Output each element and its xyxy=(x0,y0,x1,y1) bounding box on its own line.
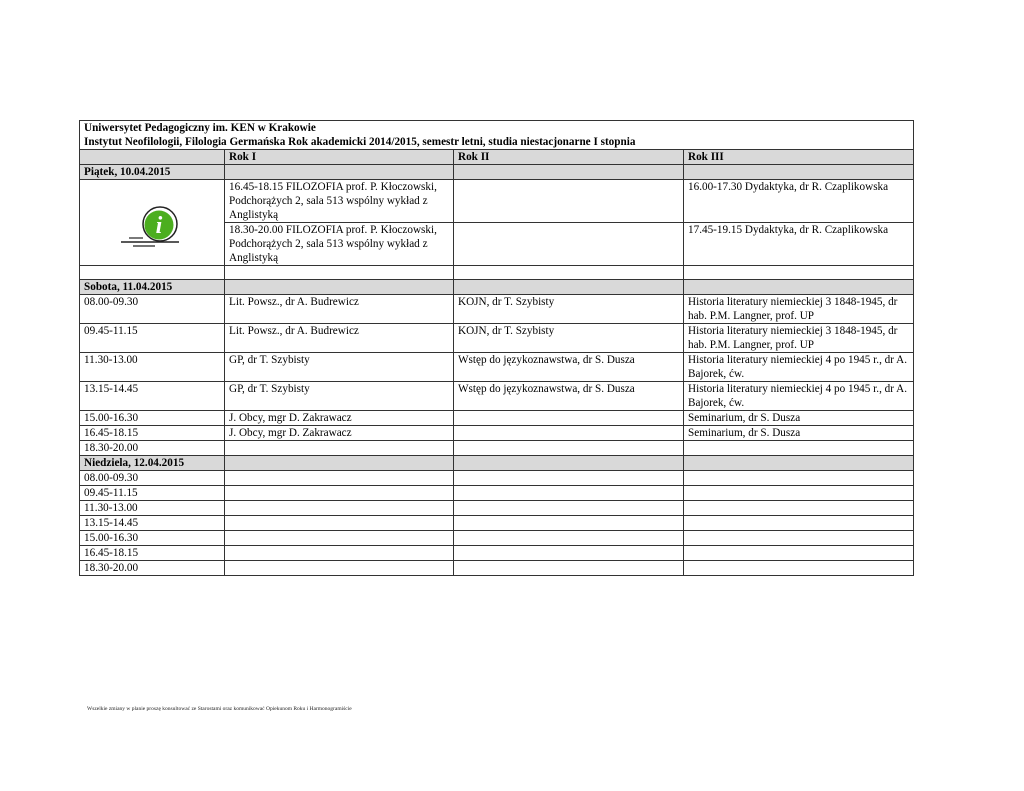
schedule-row xyxy=(80,471,914,486)
rok2-cell xyxy=(454,501,684,516)
rok2-cell xyxy=(454,180,684,223)
schedule-row xyxy=(80,501,914,516)
rok1-cell: Lit. Powsz., dr A. Budrewicz xyxy=(225,324,454,353)
rok1-cell: 18.30-20.00 FILOZOFIA prof. P. Kłoczowski, Podchorążych 2, sala 513 wspólny wykład z Anglistyką xyxy=(225,223,454,266)
rok3-cell xyxy=(684,501,914,516)
rok2-cell xyxy=(454,516,684,531)
rok3-cell xyxy=(684,546,914,561)
rok1-cell xyxy=(225,471,454,486)
schedule-body xyxy=(80,121,914,576)
rok1-cell: 16.45-18.15 FILOZOFIA prof. P. Kłoczowski, Podchorążych 2, sala 513 wspólny wykład z Anglistyką xyxy=(225,180,454,223)
rok1-cell xyxy=(225,546,454,561)
rok2-cell xyxy=(454,531,684,546)
schedule-row xyxy=(80,531,914,546)
schedule-row xyxy=(80,266,914,280)
rok3-cell xyxy=(684,516,914,531)
rok3-cell: Historia literatury niemieckiej 3 1848-1945, dr hab. P.M. Langner, prof. UP xyxy=(684,295,914,324)
time-cell: 08.00-09.30 xyxy=(80,295,225,324)
rok3-cell: Historia literatury niemieckiej 4 po 1945 r., dr A. Bajorek, ćw. xyxy=(684,382,914,411)
rok3-cell xyxy=(684,266,914,280)
time-cell: 18.30-20.00 xyxy=(80,441,225,456)
time-cell: 09.45-11.15 xyxy=(80,324,225,353)
schedule-row xyxy=(80,486,914,501)
schedule-row xyxy=(80,295,914,324)
rok2-cell xyxy=(454,411,684,426)
column-header-rok1: Rok I xyxy=(225,150,454,165)
column-header-rok2: Rok II xyxy=(454,150,684,165)
rok2-cell: KOJN, dr T. Szybisty xyxy=(454,324,684,353)
day-header-cell xyxy=(454,456,684,471)
rok3-cell: Seminarium, dr S. Dusza xyxy=(684,411,914,426)
day-header-cell xyxy=(454,280,684,295)
rok2-cell xyxy=(454,426,684,441)
time-cell: 15.00-16.30 xyxy=(80,411,225,426)
schedule-row xyxy=(80,324,914,353)
header-row xyxy=(80,121,914,150)
rok1-cell xyxy=(225,486,454,501)
rok3-cell xyxy=(684,561,914,576)
rok3-cell: Historia literatury niemieckiej 4 po 1945 r., dr A. Bajorek, ćw. xyxy=(684,353,914,382)
rok3-cell xyxy=(684,441,914,456)
rok3-cell: 16.00-17.30 Dydaktyka, dr R. Czaplikowska xyxy=(684,180,914,223)
rok2-cell xyxy=(454,486,684,501)
time-cell: 18.30-20.00 xyxy=(80,561,225,576)
schedule-row xyxy=(80,382,914,411)
svg-text:i: i xyxy=(155,213,163,239)
schedule-row xyxy=(80,441,914,456)
schedule-row xyxy=(80,516,914,531)
rok1-cell: GP, dr T. Szybisty xyxy=(225,382,454,411)
schedule-row xyxy=(80,180,914,223)
rok2-cell xyxy=(454,471,684,486)
rok1-cell: Lit. Powsz., dr A. Budrewicz xyxy=(225,295,454,324)
rok2-cell: KOJN, dr T. Szybisty xyxy=(454,295,684,324)
schedule-row xyxy=(80,546,914,561)
schedule-row xyxy=(80,411,914,426)
column-header-row xyxy=(80,150,914,165)
rok1-cell xyxy=(225,516,454,531)
document-header xyxy=(80,121,914,150)
time-cell: 11.30-13.00 xyxy=(80,353,225,382)
rok1-cell: GP, dr T. Szybisty xyxy=(225,353,454,382)
rok2-cell xyxy=(454,223,684,266)
day-header-cell xyxy=(684,165,914,180)
rok3-cell: Historia literatury niemieckiej 3 1848-1945, dr hab. P.M. Langner, prof. UP xyxy=(684,324,914,353)
time-cell: 16.45-18.15 xyxy=(80,546,225,561)
day-title: Niedziela, 12.04.2015 xyxy=(80,456,225,471)
schedule-row xyxy=(80,561,914,576)
rok2-cell xyxy=(454,546,684,561)
rok3-cell: 17.45-19.15 Dydaktyka, dr R. Czaplikowska xyxy=(684,223,914,266)
time-cell: 15.00-16.30 xyxy=(80,531,225,546)
time-cell xyxy=(80,266,225,280)
rok1-cell: J. Obcy, mgr D. Zakrawacz xyxy=(225,426,454,441)
schedule-row xyxy=(80,426,914,441)
rok2-cell: Wstęp do językoznawstwa, dr S. Dusza xyxy=(454,382,684,411)
day-title: Piątek, 10.04.2015 xyxy=(80,165,225,180)
day-header-row xyxy=(80,165,914,180)
rok3-cell xyxy=(684,471,914,486)
info-icon xyxy=(115,200,185,252)
university-name: Uniwersytet Pedagogiczny im. KEN w Krakowie xyxy=(84,122,316,134)
rok2-cell xyxy=(454,441,684,456)
time-cell: 09.45-11.15 xyxy=(80,486,225,501)
day-header-cell xyxy=(225,165,454,180)
schedule-row xyxy=(80,353,914,382)
rok1-cell xyxy=(225,501,454,516)
column-header-time xyxy=(80,150,225,165)
rok3-cell xyxy=(684,486,914,501)
day-header-cell xyxy=(225,280,454,295)
day-header-row xyxy=(80,280,914,295)
footnote: Wszelkie zmiany w planie proszę konsultować ze Starostami oraz komunikować Opiekunom Roku i Harmonogramiście xyxy=(87,706,352,712)
rok3-cell xyxy=(684,531,914,546)
rok1-cell xyxy=(225,531,454,546)
time-cell: 13.15-14.45 xyxy=(80,382,225,411)
day-header-cell xyxy=(684,456,914,471)
time-cell: 08.00-09.30 xyxy=(80,471,225,486)
day-header-row xyxy=(80,456,914,471)
day-header-cell xyxy=(684,280,914,295)
time-cell: 13.15-14.45 xyxy=(80,516,225,531)
institute-line: Instytut Neofilologii, Filologia Germańska Rok akademicki 2014/2015, semestr letni, studia niestacjonarne I stopnia xyxy=(84,136,636,148)
rok1-cell xyxy=(225,266,454,280)
day-header-cell xyxy=(454,165,684,180)
day-title: Sobota, 11.04.2015 xyxy=(80,280,225,295)
schedule-table xyxy=(79,120,914,576)
rok2-cell xyxy=(454,561,684,576)
column-header-rok3: Rok III xyxy=(684,150,914,165)
rok1-cell: J. Obcy, mgr D. Zakrawacz xyxy=(225,411,454,426)
day-header-cell xyxy=(225,456,454,471)
time-cell: 16.45-18.15 xyxy=(80,426,225,441)
rok1-cell xyxy=(225,441,454,456)
info-cell xyxy=(80,180,225,266)
rok3-cell: Seminarium, dr S. Dusza xyxy=(684,426,914,441)
time-cell: 11.30-13.00 xyxy=(80,501,225,516)
rok2-cell xyxy=(454,266,684,280)
rok1-cell xyxy=(225,561,454,576)
rok2-cell: Wstęp do językoznawstwa, dr S. Dusza xyxy=(454,353,684,382)
